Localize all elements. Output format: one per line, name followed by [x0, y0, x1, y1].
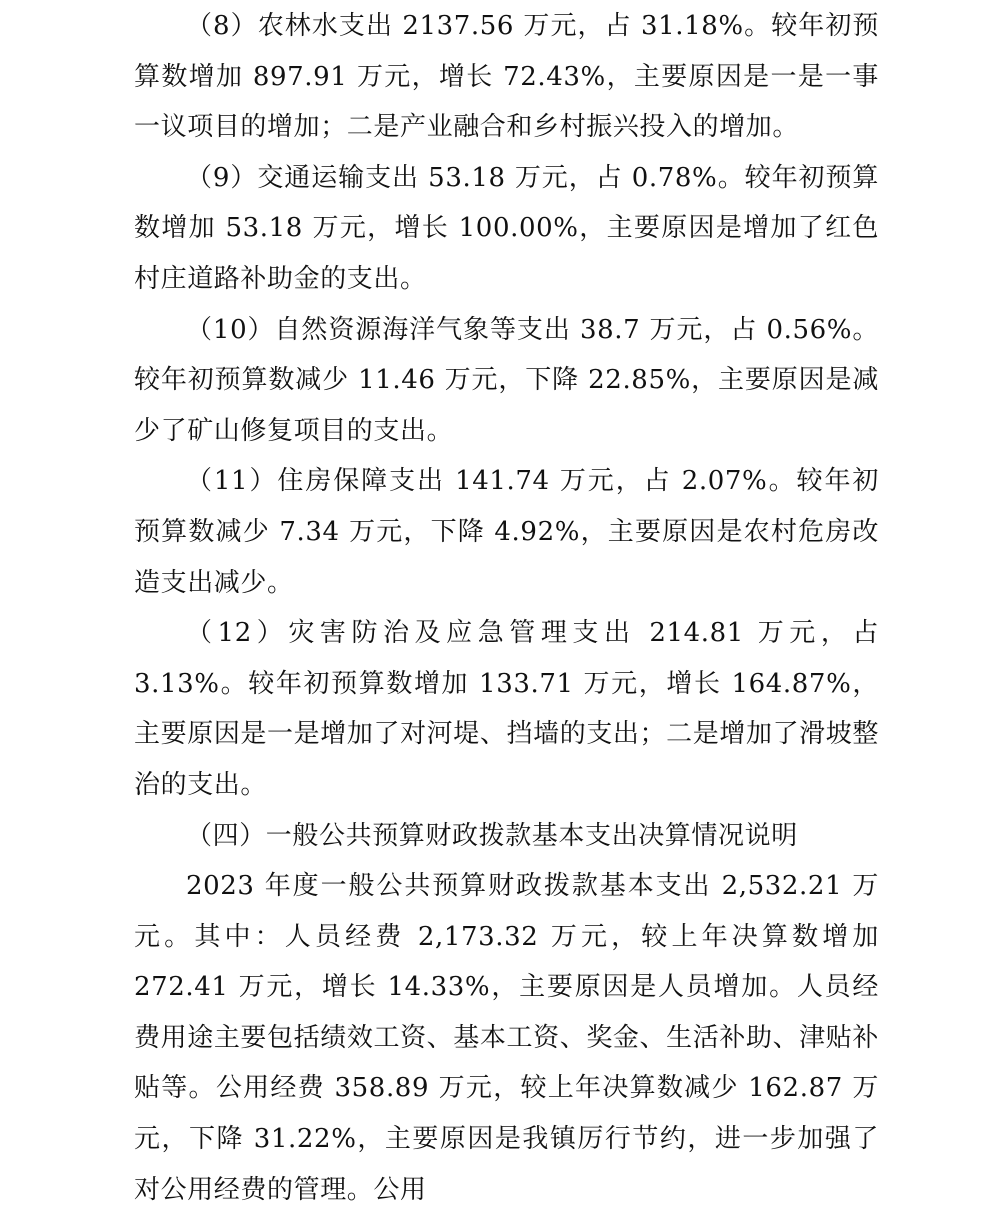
paragraph-agriculture-expense: （8）农林水支出 2137.56 万元，占 31.18%。较年初预算数增加 897.91 万元，增长 72.43%，主要原因是一是一事一议项目的增加；二是产业融合和乡村振兴投入的增加。 [134, 11, 879, 143]
paragraph-transport-expense: （9）交通运输支出 53.18 万元，占 0.78%。较年初预算数增加 53.18 万元，增长 100.00%，主要原因是增加了红色村庄道路补助金的支出。 [134, 162, 879, 294]
document-page [134, 0, 879, 1215]
paragraph-basic-expense: 2023 年度一般公共预算财政拨款基本支出 2,532.21 万元。其中：人员经费 2,173.32 万元，较上年决算数增加 272.41 万元，增长 14.33%，主要原因是人员增加。人员经费用途主要包括绩效工资、基本工资、奖金、生活补助、津贴补贴等。公用经费 358.89 万元，较上年决算数减少 162.87 万元，下降 31.22%，主要原因是我镇厉行节约，进一步加强了对公用经费的管理。公用 [134, 871, 879, 1205]
section-heading: （四）一般公共预算财政拨款基本支出决算情况说明 [186, 820, 798, 851]
paragraph-disaster-expense: （12）灾害防治及应急管理支出 214.81 万元，占 3.13%。较年初预算数增加 133.71 万元，增长 164.87%，主要原因是一是增加了对河堤、挡墙的支出；二是增加了滑坡整治的支出。 [134, 618, 879, 800]
paragraph-housing-expense: （11）住房保障支出 141.74 万元，占 2.07%。较年初预算数减少 7.34 万元，下降 4.92%，主要原因是农村危房改造支出减少。 [134, 466, 879, 598]
paragraph-natural-resources-expense: （10）自然资源海洋气象等支出 38.7 万元，占 0.56%。较年初预算数减少 11.46 万元，下降 22.85%，主要原因是减少了矿山修复项目的支出。 [134, 314, 879, 446]
